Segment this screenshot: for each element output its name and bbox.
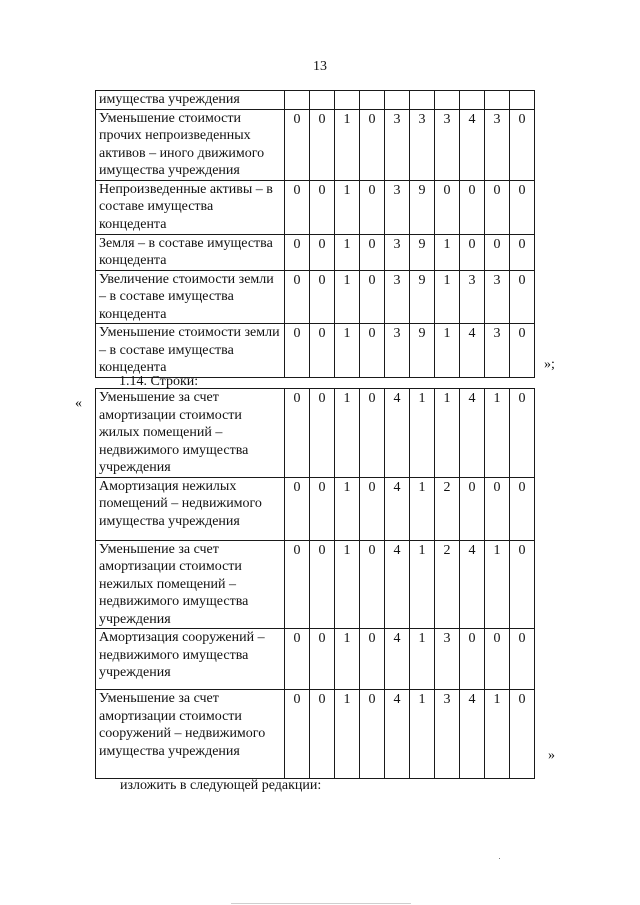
code-digit: 0 xyxy=(485,180,510,234)
code-digit: 0 xyxy=(285,180,310,234)
code-digit: 0 xyxy=(510,324,535,378)
code-digit: 0 xyxy=(360,234,385,270)
page-number: 13 xyxy=(313,59,327,74)
code-digit: 4 xyxy=(460,690,485,779)
code-digit: 0 xyxy=(285,109,310,180)
scan-edge xyxy=(231,903,411,904)
code-digit: 3 xyxy=(460,270,485,324)
code-digit: 1 xyxy=(435,270,460,324)
code-digit: 0 xyxy=(285,324,310,378)
table-row xyxy=(96,540,535,629)
code-digit: 0 xyxy=(310,270,335,324)
code-digit: 3 xyxy=(410,109,435,180)
code-digit: 2 xyxy=(435,477,460,540)
code-digit xyxy=(410,91,435,110)
code-digit: 1 xyxy=(335,540,360,629)
code-digit xyxy=(360,91,385,110)
code-digit: 4 xyxy=(460,389,485,478)
code-digit: 0 xyxy=(460,477,485,540)
closing-quote-mark: »; xyxy=(544,357,555,372)
code-digit: 1 xyxy=(335,690,360,779)
code-digit: 0 xyxy=(510,540,535,629)
row-label: Уменьшение за счет амортизации стоимости жилых помещений – недвижимого имущества учреждения xyxy=(96,389,285,478)
code-digit: 1 xyxy=(335,389,360,478)
code-digit: 0 xyxy=(360,109,385,180)
code-digit xyxy=(435,91,460,110)
code-digit: 0 xyxy=(460,180,485,234)
code-digit: 0 xyxy=(310,389,335,478)
code-digit: 0 xyxy=(510,270,535,324)
code-digit: 0 xyxy=(310,324,335,378)
code-digit: 3 xyxy=(385,324,410,378)
code-table-1 xyxy=(95,90,535,378)
code-digit: 4 xyxy=(385,629,410,690)
code-digit: 0 xyxy=(460,234,485,270)
code-table-2 xyxy=(95,388,535,779)
table-row xyxy=(96,91,535,110)
row-label: Уменьшение за счет амортизации стоимости нежилых помещений – недвижимого имущества учреждения xyxy=(96,540,285,629)
code-digit: 1 xyxy=(435,389,460,478)
code-digit: 0 xyxy=(360,180,385,234)
code-digit: 4 xyxy=(460,324,485,378)
code-digit: 3 xyxy=(485,270,510,324)
code-digit: 0 xyxy=(285,629,310,690)
row-label: Амортизация сооружений – недвижимого имущества учреждения xyxy=(96,629,285,690)
code-digit: 1 xyxy=(410,540,435,629)
code-digit: 1 xyxy=(410,629,435,690)
opening-quote-mark: « xyxy=(75,396,82,411)
code-digit: 1 xyxy=(485,690,510,779)
code-digit: 1 xyxy=(335,629,360,690)
row-label: Увеличение стоимости земли – в составе имущества концедента xyxy=(96,270,285,324)
code-digit: 0 xyxy=(310,477,335,540)
code-digit: 1 xyxy=(485,389,510,478)
table-row xyxy=(96,234,535,270)
code-digit xyxy=(460,91,485,110)
code-digit: 9 xyxy=(410,270,435,324)
code-digit: 4 xyxy=(460,109,485,180)
code-digit: 9 xyxy=(410,324,435,378)
code-digit: 4 xyxy=(385,389,410,478)
code-digit: 9 xyxy=(410,234,435,270)
code-digit: 3 xyxy=(435,629,460,690)
code-digit: 0 xyxy=(285,540,310,629)
code-digit: 3 xyxy=(385,270,410,324)
code-digit: 1 xyxy=(335,109,360,180)
code-digit: 4 xyxy=(385,477,410,540)
code-digit: 4 xyxy=(385,540,410,629)
code-digit: 0 xyxy=(360,477,385,540)
code-digit: 1 xyxy=(410,477,435,540)
code-digit: 0 xyxy=(360,270,385,324)
code-digit: 1 xyxy=(410,690,435,779)
code-digit: 0 xyxy=(310,234,335,270)
code-digit xyxy=(510,91,535,110)
code-digit: 1 xyxy=(335,324,360,378)
code-digit: 1 xyxy=(435,324,460,378)
code-digit: 3 xyxy=(385,180,410,234)
code-digit xyxy=(335,91,360,110)
code-digit: 0 xyxy=(510,234,535,270)
table-row xyxy=(96,389,535,478)
code-digit: 1 xyxy=(335,477,360,540)
code-digit: 0 xyxy=(485,234,510,270)
code-digit: 0 xyxy=(285,690,310,779)
code-digit: 1 xyxy=(485,540,510,629)
row-label: Земля – в составе имущества концедента xyxy=(96,234,285,270)
code-digit: 0 xyxy=(285,270,310,324)
closing-quote-mark: » xyxy=(548,748,555,763)
table-row xyxy=(96,477,535,540)
code-digit: 3 xyxy=(485,109,510,180)
code-digit xyxy=(385,91,410,110)
code-digit: 0 xyxy=(435,180,460,234)
code-digit: 0 xyxy=(460,629,485,690)
table-row xyxy=(96,324,535,378)
table-row xyxy=(96,629,535,690)
code-digit: 4 xyxy=(385,690,410,779)
code-digit: 0 xyxy=(310,690,335,779)
row-label: имущества учреждения xyxy=(96,91,285,110)
code-digit: 0 xyxy=(285,477,310,540)
code-digit: 0 xyxy=(360,690,385,779)
code-digit: 3 xyxy=(435,690,460,779)
row-label: Амортизация нежилых помещений – недвижимого имущества учреждения xyxy=(96,477,285,540)
code-digit: 0 xyxy=(360,629,385,690)
code-digit: 2 xyxy=(435,540,460,629)
code-digit: 1 xyxy=(435,234,460,270)
row-label: Уменьшение стоимости земли – в составе имущества концедента xyxy=(96,324,285,378)
scan-speck xyxy=(499,858,500,859)
row-label: Непроизведенные активы – в составе имущества концедента xyxy=(96,180,285,234)
table-row xyxy=(96,109,535,180)
table-row xyxy=(96,270,535,324)
code-digit: 1 xyxy=(335,180,360,234)
code-digit: 0 xyxy=(510,629,535,690)
row-label: Уменьшение стоимости прочих непроизведенных активов – иного движимого имущества учреждения xyxy=(96,109,285,180)
section-heading: 1.14. Строки: xyxy=(119,374,199,389)
table-row xyxy=(96,690,535,779)
instruction-text: изложить в следующей редакции: xyxy=(120,778,322,793)
code-digit: 0 xyxy=(310,540,335,629)
code-digit xyxy=(485,91,510,110)
code-digit: 0 xyxy=(285,389,310,478)
code-digit: 0 xyxy=(360,540,385,629)
code-digit: 3 xyxy=(385,234,410,270)
code-digit: 1 xyxy=(410,389,435,478)
row-label: Уменьшение за счет амортизации стоимости сооружений – недвижимого имущества учреждения xyxy=(96,690,285,779)
code-digit: 1 xyxy=(335,234,360,270)
code-digit: 0 xyxy=(285,234,310,270)
code-digit: 0 xyxy=(360,324,385,378)
code-digit: 1 xyxy=(335,270,360,324)
code-digit: 0 xyxy=(310,109,335,180)
code-digit: 0 xyxy=(485,477,510,540)
code-digit: 0 xyxy=(510,109,535,180)
table-row xyxy=(96,180,535,234)
code-digit: 0 xyxy=(510,180,535,234)
code-digit: 3 xyxy=(385,109,410,180)
code-digit: 0 xyxy=(510,690,535,779)
code-digit xyxy=(310,91,335,110)
code-digit: 3 xyxy=(435,109,460,180)
code-digit xyxy=(285,91,310,110)
code-digit: 4 xyxy=(460,540,485,629)
code-digit: 0 xyxy=(310,180,335,234)
code-digit: 0 xyxy=(310,629,335,690)
code-digit: 0 xyxy=(485,629,510,690)
code-digit: 0 xyxy=(510,477,535,540)
code-digit: 9 xyxy=(410,180,435,234)
code-digit: 0 xyxy=(510,389,535,478)
code-digit: 0 xyxy=(360,389,385,478)
code-digit: 3 xyxy=(485,324,510,378)
